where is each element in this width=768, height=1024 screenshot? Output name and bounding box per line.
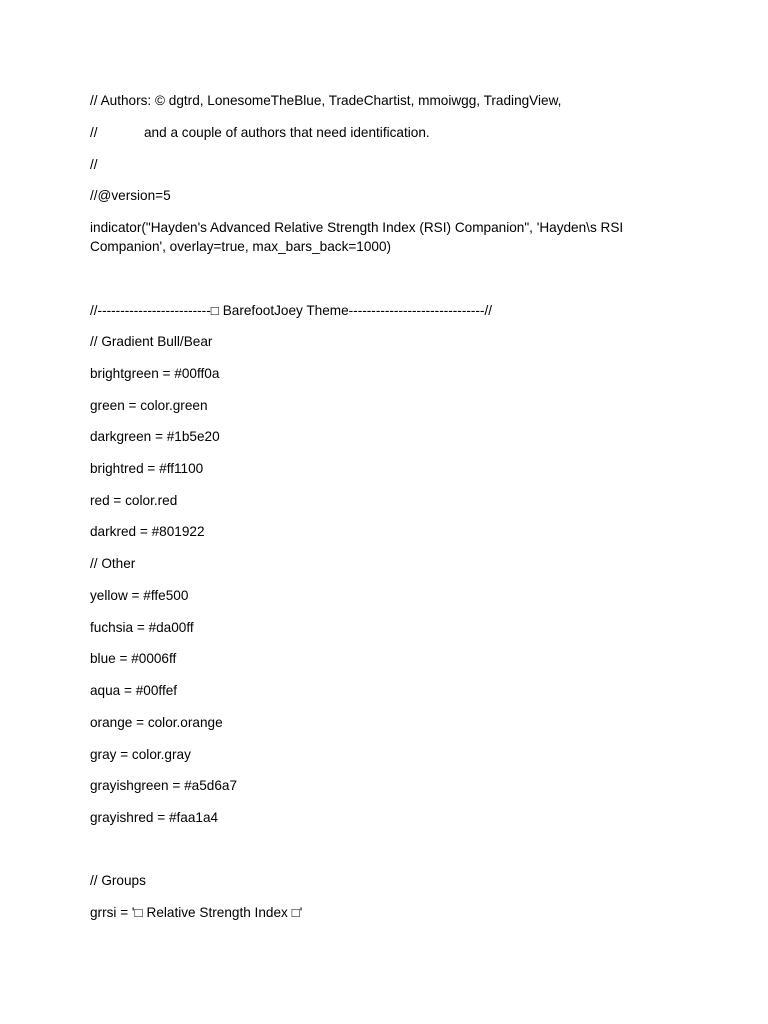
comment-prefix: // xyxy=(90,125,98,140)
other-comment-line: // Other xyxy=(90,556,136,571)
grrsi-line: grrsi = '□ Relative Strength Index □' xyxy=(90,905,303,920)
groups-comment-line: // Groups xyxy=(90,873,146,888)
color-line-orange: orange = color.orange xyxy=(90,715,223,730)
authors-line: // Authors: © dgtrd, LonesomeTheBlue, TradeChartist, mmoiwgg, TradingView, xyxy=(90,93,562,108)
color-line-brightgreen: brightgreen = #00ff0a xyxy=(90,366,220,381)
gradient-comment-line: // Gradient Bull/Bear xyxy=(90,334,213,349)
color-line-yellow: yellow = #ffe500 xyxy=(90,588,189,603)
color-line-brightred: brightred = #ff1100 xyxy=(90,461,204,476)
color-line-darkgreen: darkgreen = #1b5e20 xyxy=(90,429,220,444)
color-line-darkred: darkred = #801922 xyxy=(90,524,205,539)
color-line-gray: gray = color.gray xyxy=(90,747,191,762)
authors-continuation-line xyxy=(90,123,670,142)
color-line-grayishgreen: grayishgreen = #a5d6a7 xyxy=(90,778,238,793)
indicator-line: indicator("Hayden's Advanced Relative Strength Index (RSI) Companion", 'Hayden\s RSI Companion', overlay=true, max_bars_back=1000) xyxy=(90,220,624,254)
color-line-red: red = color.red xyxy=(90,493,178,508)
continuation-text: and a couple of authors that need identification. xyxy=(144,125,430,140)
comment-blank-line: // xyxy=(90,157,98,172)
version-line: //@version=5 xyxy=(90,188,171,203)
color-line-grayishred: grayishred = #faa1a4 xyxy=(90,810,219,825)
color-line-fuchsia: fuchsia = #da00ff xyxy=(90,620,194,635)
color-line-green: green = color.green xyxy=(90,398,208,413)
color-line-aqua: aqua = #00ffef xyxy=(90,683,178,698)
theme-header-line: //-------------------------□ BarefootJoey Theme------------------------------// xyxy=(90,303,493,318)
color-line-blue: blue = #0006ff xyxy=(90,651,177,666)
